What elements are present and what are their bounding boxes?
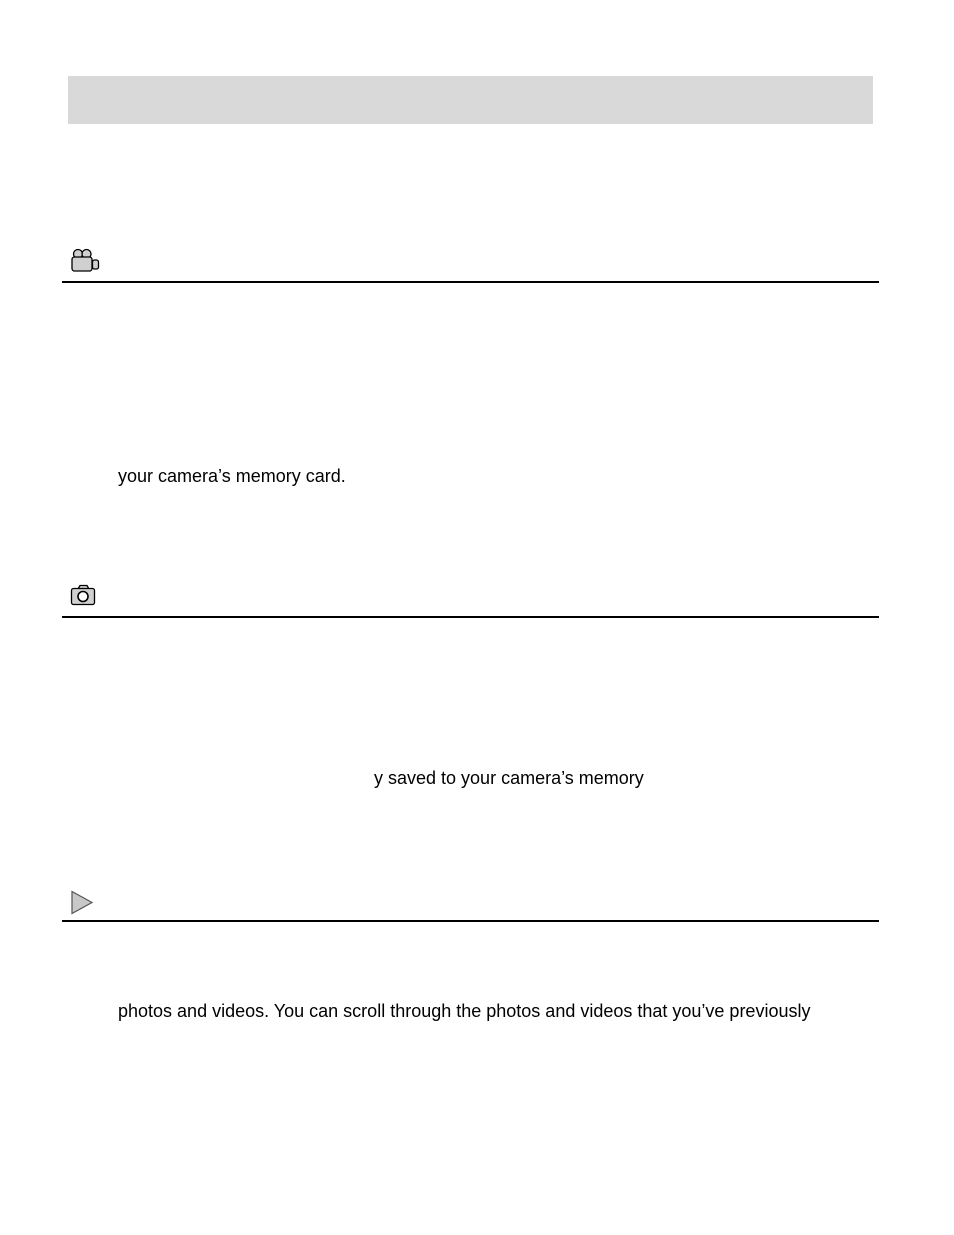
photo-mode-text: y saved to your camera’s memory (374, 768, 644, 788)
playback-mode-text: photos and videos. You can scroll through the photos and videos that you’ve previously (118, 1001, 811, 1021)
section-divider (62, 616, 879, 618)
playback-mode-section (62, 886, 879, 926)
video-mode-section (62, 244, 879, 284)
photo-camera-icon (70, 583, 98, 612)
header-bar (68, 76, 873, 124)
play-icon (70, 890, 96, 921)
section-divider (62, 920, 879, 922)
section-divider (62, 281, 879, 283)
video-mode-text: your camera’s memory card. (118, 466, 346, 486)
photo-mode-section (62, 580, 879, 620)
video-camera-icon (70, 246, 102, 279)
